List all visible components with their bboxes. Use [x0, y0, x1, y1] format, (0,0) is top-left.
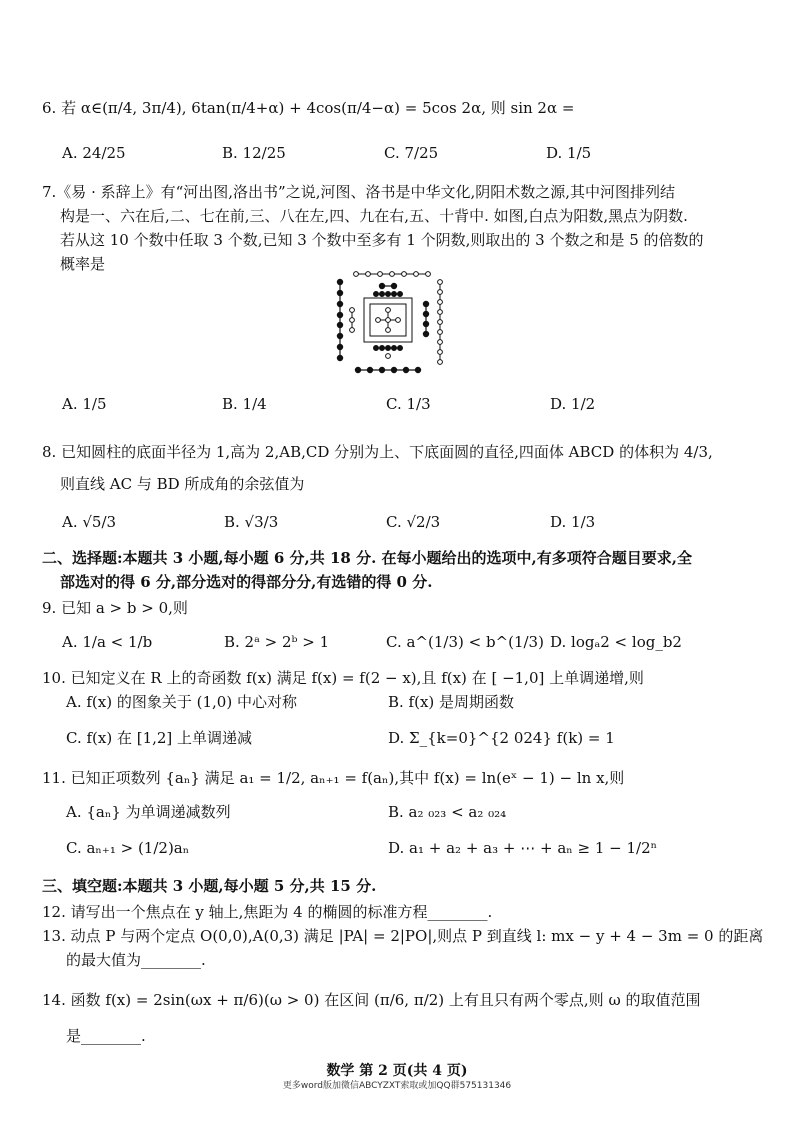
q7-line-4: 概率是 — [60, 255, 106, 273]
q6-option-b: B. 12/25 — [222, 144, 286, 162]
q9-option-a: A. 1/a < 1/b — [62, 633, 153, 651]
q9-option-c: C. a^(1/3) < b^(1/3) — [386, 633, 544, 651]
section-2-heading: 二、选择题:本题共 3 小题,每小题 6 分,共 18 分. 在每小题给出的选项中,有多项符合题目要求,全 — [42, 549, 692, 567]
watermark-text: 更多word版加微信ABCYZXT索取或加QQ群575131346 — [282, 1081, 512, 1091]
q10-option-c: C. f(x) 在 [1,2] 上单调递减 — [66, 729, 253, 747]
q7-option-c: C. 1/3 — [386, 395, 431, 413]
q11-option-b: B. a₂ ₀₂₃ < a₂ ₀₂₄ — [388, 803, 507, 821]
q9-option-b: B. 2ᵃ > 2ᵇ > 1 — [224, 633, 330, 651]
q8-line-1: 8. 已知圆柱的底面半径为 1,高为 2,AB,CD 分别为上、下底面圆的直径,四面体 ABCD 的体积为 4/3, — [42, 443, 713, 461]
q6-option-a: A. 24/25 — [62, 144, 126, 162]
q11-option-d: D. a₁ + a₂ + a₃ + ⋯ + aₙ ≥ 1 − 1/2ⁿ — [388, 839, 658, 857]
q11-option-c: C. aₙ₊₁ > (1/2)aₙ — [66, 839, 190, 857]
q13-line-1: 13. 动点 P 与两个定点 O(0,0),A(0,3) 满足 |PA| = 2|PO|,则点 P 到直线 l: mx − y + 4 − 3m = 0 的距离 — [42, 927, 764, 945]
q8-line-2: 则直线 AC 与 BD 所成角的余弦值为 — [60, 475, 305, 493]
page-footer: 数学 第 2 页(共 4 页) — [326, 1063, 468, 1079]
q6-option-c: C. 7/25 — [384, 144, 439, 162]
q7-line-3: 若从这 10 个数中任取 3 个数,已知 3 个数中至多有 1 个阴数,则取出的 3 个数之和是 5 的倍数的 — [60, 231, 704, 249]
q8-option-b: B. √3/3 — [224, 513, 279, 531]
q11-option-a: A. {aₙ} 为单调递减数列 — [66, 803, 231, 821]
q12-text: 12. 请写出一个焦点在 y 轴上,焦距为 4 的椭圆的标准方程________. — [42, 903, 493, 921]
section-3-heading: 三、填空题:本题共 3 小题,每小题 5 分,共 15 分. — [42, 877, 377, 895]
q10-option-d: D. Σ_{k=0}^{2 024} f(k) = 1 — [388, 729, 615, 747]
q7-line-1: 7.《易 · 系辞上》有“河出图,洛出书”之说,河图、洛书是中华文化,阴阳术数之源,其中河图排列结 — [42, 183, 676, 201]
hetu-diagram — [334, 268, 446, 378]
q14-line-2: 是________. — [66, 1027, 146, 1045]
q6-stem: 6. 若 α∈(π/4, 3π/4), 6tan(π/4+α) + 4cos(π/4−α) = 5cos 2α, 则 sin 2α = — [42, 99, 575, 117]
q9-option-d: D. logₐ2 < log_b2 — [550, 633, 682, 651]
q7-option-d: D. 1/2 — [550, 395, 596, 413]
q6-option-d: D. 1/5 — [546, 144, 592, 162]
q8-option-a: A. √5/3 — [62, 513, 117, 531]
q13-line-2: 的最大值为________. — [66, 951, 206, 969]
q10-option-a: A. f(x) 的图象关于 (1,0) 中心对称 — [66, 693, 297, 711]
q9-stem: 9. 已知 a > b > 0,则 — [42, 599, 188, 617]
q7-option-b: B. 1/4 — [222, 395, 267, 413]
q11-stem: 11. 已知正项数列 {aₙ} 满足 a₁ = 1/2, aₙ₊₁ = f(aₙ),其中 f(x) = ln(eˣ − 1) − ln x,则 — [42, 769, 625, 787]
q10-stem: 10. 已知定义在 R 上的奇函数 f(x) 满足 f(x) = f(2 − x),且 f(x) 在 [ −1,0] 上单调递增,则 — [42, 669, 644, 687]
q14-line-1: 14. 函数 f(x) = 2sin(ωx + π/6)(ω > 0) 在区间 (π/6, π/2) 上有且只有两个零点,则 ω 的取值范围 — [42, 991, 701, 1009]
q8-option-c: C. √2/3 — [386, 513, 441, 531]
q7-option-a: A. 1/5 — [62, 395, 107, 413]
q8-option-d: D. 1/3 — [550, 513, 596, 531]
section-2-heading-cont: 部选对的得 6 分,部分选对的得部分分,有选错的得 0 分. — [60, 573, 433, 591]
q7-line-2: 构是一、六在后,二、七在前,三、八在左,四、九在右,五、十背中. 如图,白点为阳数,黑点为阴数. — [60, 207, 688, 225]
q10-option-b: B. f(x) 是周期函数 — [388, 693, 515, 711]
